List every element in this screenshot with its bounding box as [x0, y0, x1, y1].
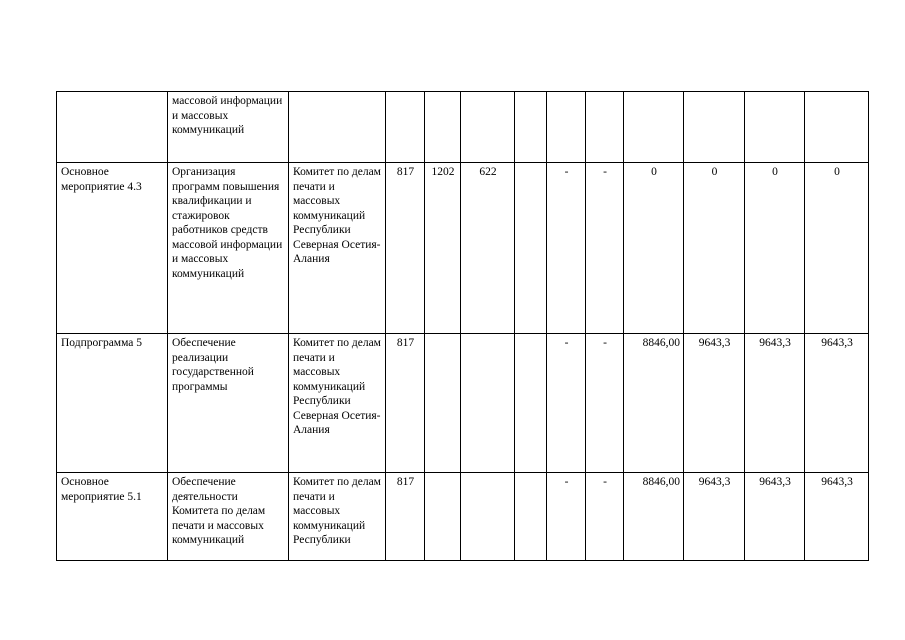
vr-code-cell — [515, 473, 547, 561]
rzpr-code-cell: 1202 — [425, 163, 461, 334]
value-cell-5: 0 — [745, 163, 805, 334]
value-cell-4 — [684, 92, 745, 163]
csr-code-cell — [461, 473, 515, 561]
value-cell-2: - — [586, 163, 624, 334]
budget-table — [56, 91, 869, 561]
program-name-cell — [57, 92, 168, 163]
vr-code-cell — [515, 334, 547, 473]
value-cell-4: 9643,3 — [684, 473, 745, 561]
grbs-code-cell: 817 — [386, 334, 425, 473]
table-row — [57, 473, 869, 561]
program-name-cell: Основное мероприятие 5.1 — [57, 473, 168, 561]
value-cell-6: 0 — [805, 163, 869, 334]
value-cell-4: 9643,3 — [684, 334, 745, 473]
grbs-code-cell — [386, 92, 425, 163]
grbs-code-cell: 817 — [386, 473, 425, 561]
vr-code-cell — [515, 92, 547, 163]
csr-code-cell — [461, 334, 515, 473]
program-title-cell: Обеспечение реализации государственной программы — [168, 334, 289, 473]
program-name-cell: Подпрограмма 5 — [57, 334, 168, 473]
value-cell-5 — [745, 92, 805, 163]
value-cell-6: 9643,3 — [805, 334, 869, 473]
program-title-cell: Обеспечение деятельности Комитета по делам печати и массовых коммуникаций — [168, 473, 289, 561]
value-cell-2 — [586, 92, 624, 163]
executor-cell — [289, 92, 386, 163]
rzpr-code-cell — [425, 334, 461, 473]
executor-cell: Комитет по делам печати и массовых коммуникаций Республики Северная Осетия-Алания — [289, 163, 386, 334]
executor-cell: Комитет по делам печати и массовых коммуникаций Республики — [289, 473, 386, 561]
value-cell-2: - — [586, 473, 624, 561]
rzpr-code-cell — [425, 92, 461, 163]
rzpr-code-cell — [425, 473, 461, 561]
table-row — [57, 92, 869, 163]
csr-code-cell: 622 — [461, 163, 515, 334]
value-cell-1: - — [547, 163, 586, 334]
executor-cell: Комитет по делам печати и массовых коммуникаций Республики Северная Осетия-Алания — [289, 334, 386, 473]
table-row — [57, 163, 869, 334]
value-cell-6 — [805, 92, 869, 163]
value-cell-4: 0 — [684, 163, 745, 334]
vr-code-cell — [515, 163, 547, 334]
program-title-cell: массовой информации и массовых коммуникаций — [168, 92, 289, 163]
value-cell-1 — [547, 92, 586, 163]
program-name-cell: Основное мероприятие 4.3 — [57, 163, 168, 334]
value-cell-3: 8846,00 — [624, 473, 684, 561]
value-cell-2: - — [586, 334, 624, 473]
table-row — [57, 334, 869, 473]
value-cell-5: 9643,3 — [745, 473, 805, 561]
value-cell-1: - — [547, 334, 586, 473]
value-cell-3 — [624, 92, 684, 163]
csr-code-cell — [461, 92, 515, 163]
value-cell-6: 9643,3 — [805, 473, 869, 561]
value-cell-1: - — [547, 473, 586, 561]
program-title-cell: Организация программ повышения квалификации и стажировок работников средств массовой информации и массовых коммуникаций — [168, 163, 289, 334]
value-cell-3: 8846,00 — [624, 334, 684, 473]
value-cell-5: 9643,3 — [745, 334, 805, 473]
grbs-code-cell: 817 — [386, 163, 425, 334]
value-cell-3: 0 — [624, 163, 684, 334]
